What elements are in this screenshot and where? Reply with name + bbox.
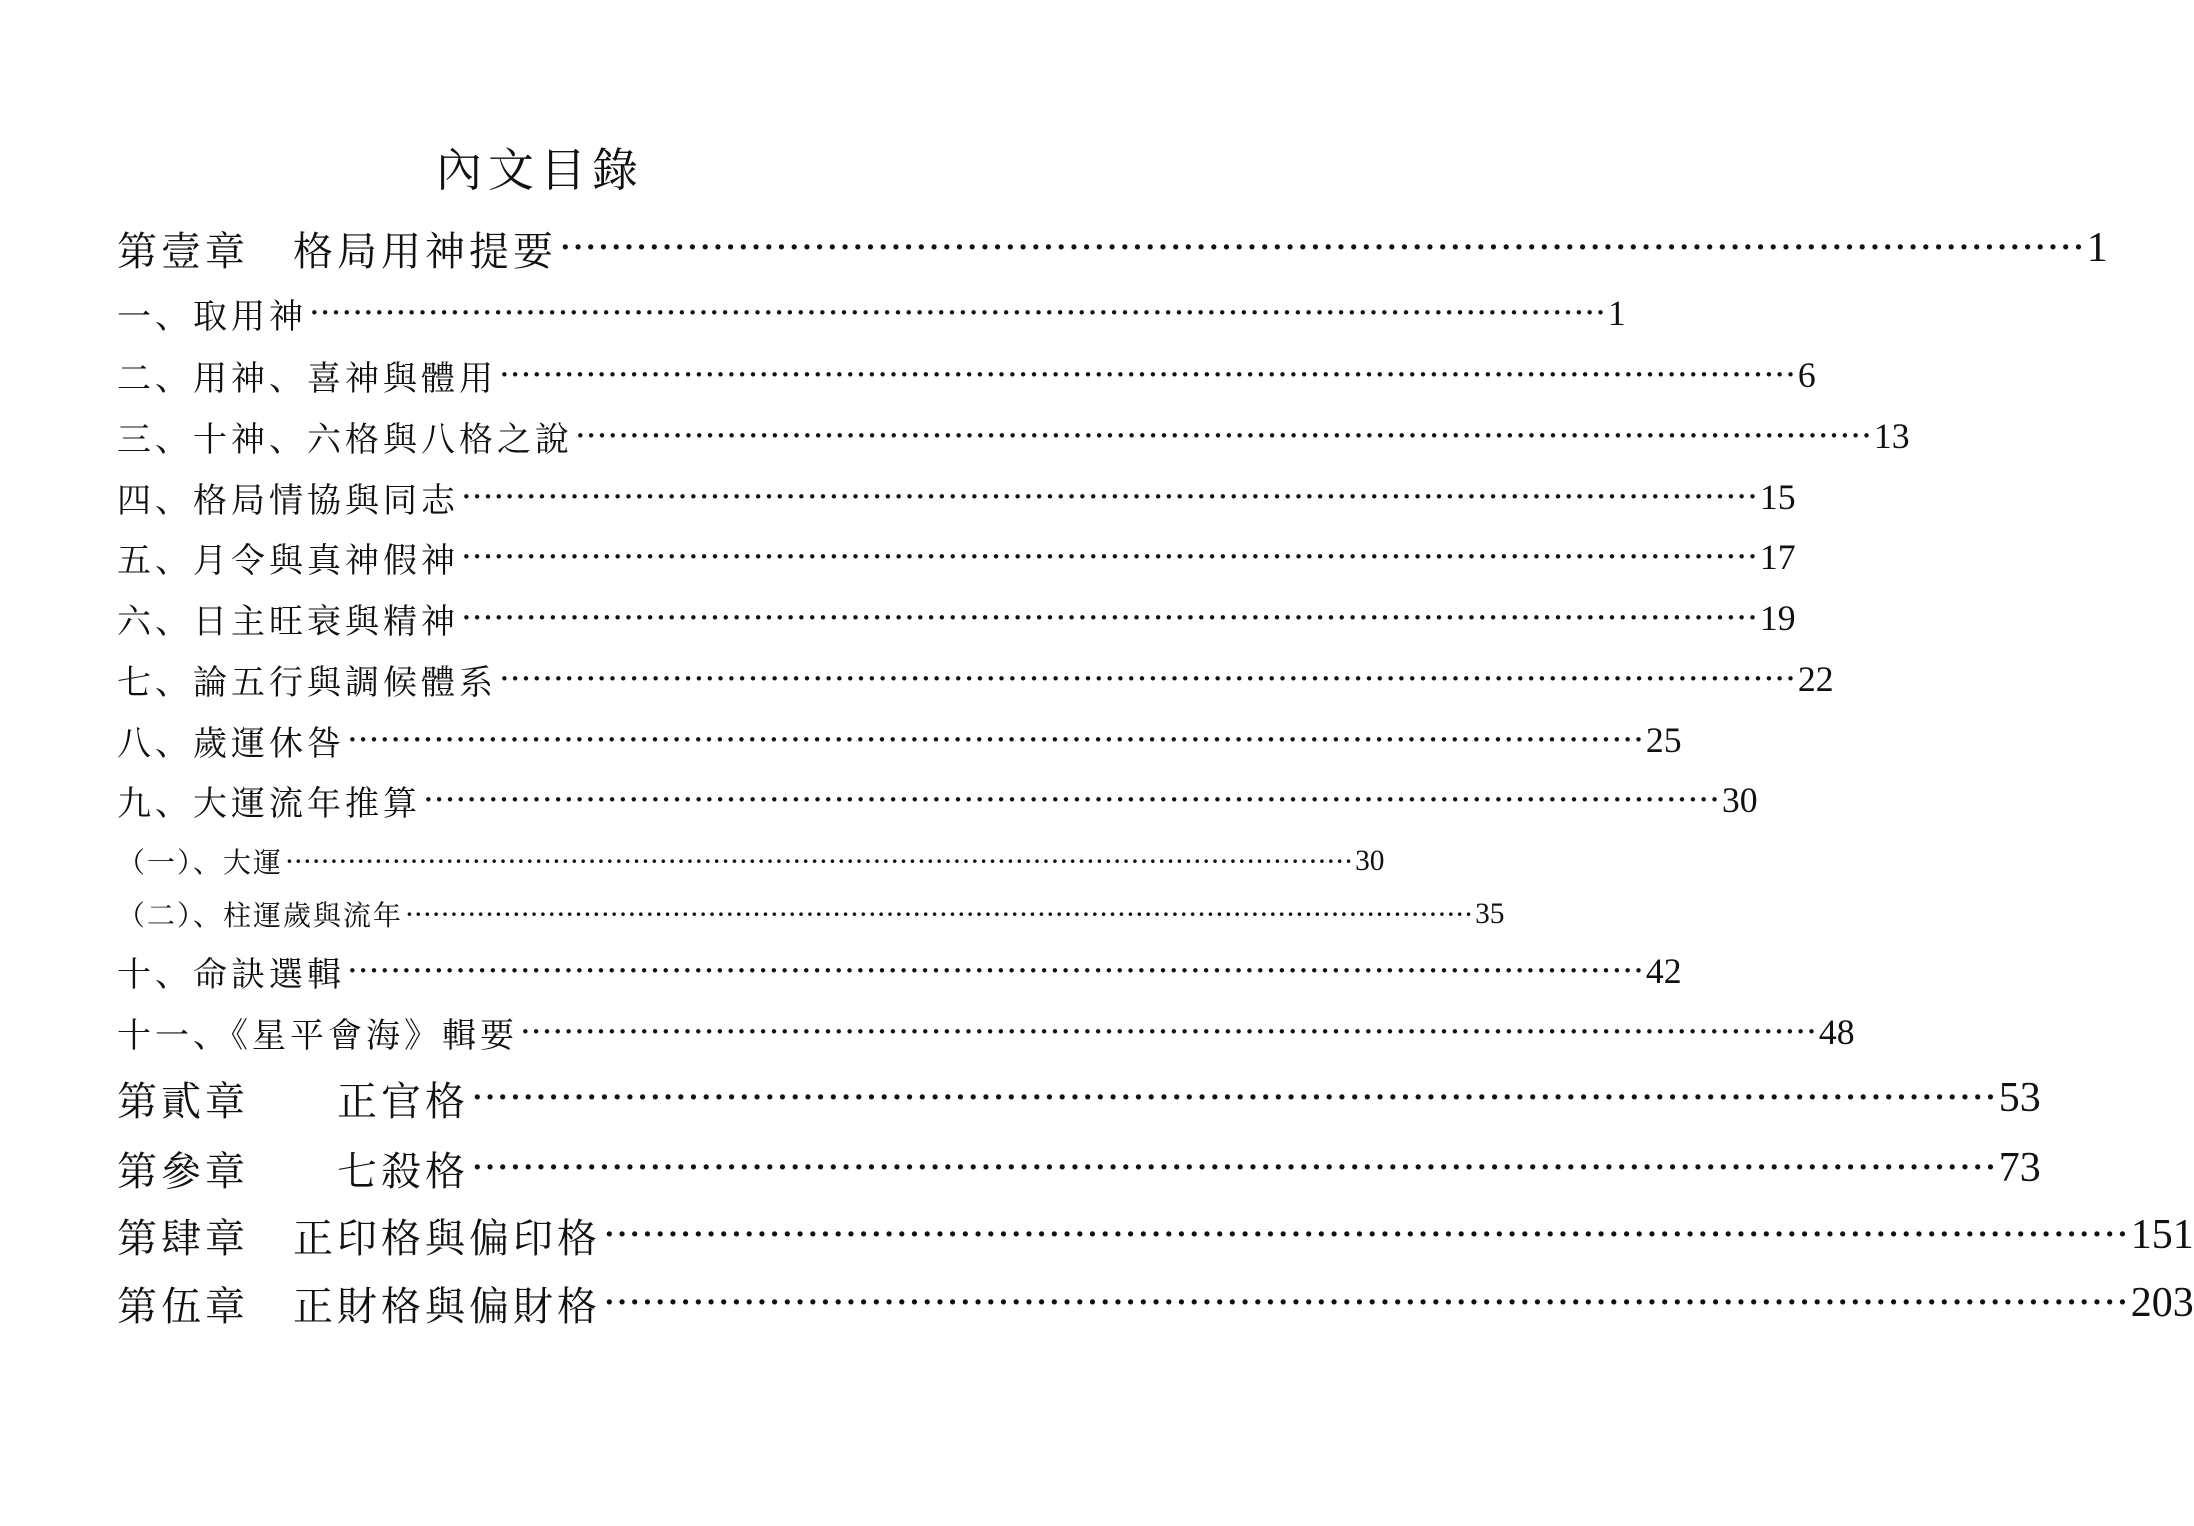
page-number: 35 [1475, 897, 1505, 930]
toc-chapter-entry [117, 1205, 2194, 1265]
toc-section-entry [117, 592, 1796, 644]
page-number: 73 [1998, 1145, 2041, 1191]
entry-label: 三、十神、六格與八格之說 [117, 419, 573, 460]
page-number: 151 [2130, 1212, 2194, 1258]
table-of-contents [117, 0, 2194, 1526]
page-number: 30 [1721, 780, 1758, 820]
dot-leader: ························································································································ [559, 225, 2085, 271]
page-number: 1 [1607, 293, 1626, 333]
dot-leader: ························································································································ [471, 1145, 1997, 1191]
page-number: 6 [1797, 355, 1816, 395]
page-number: 17 [1759, 537, 1796, 577]
dot-leader: ························································································································ [520, 1012, 1817, 1052]
dot-leader: ························································································································ [461, 598, 1758, 638]
entry-label: 第參章 七殺格 [117, 1148, 469, 1195]
entry-label: 八、歲運休咎 [117, 723, 345, 764]
dot-leader: ························································································································ [405, 897, 1474, 931]
dot-leader: ························································································································ [603, 1212, 2129, 1258]
toc-section-entry [117, 653, 1834, 705]
entry-label: 第伍章 正財格與偏財格 [117, 1283, 601, 1330]
dot-leader: ························································································································ [461, 537, 1758, 577]
page-number: 25 [1645, 720, 1682, 760]
entry-label: 二、用神、喜神與體用 [117, 358, 497, 399]
dot-leader: ························································································································ [347, 951, 1644, 991]
toc-chapter-entry [117, 1068, 2041, 1128]
entry-label: 十、命訣選輯 [117, 954, 345, 995]
page-number: 30 [1355, 844, 1385, 877]
toc-section-entry [117, 1006, 1855, 1058]
toc-chapter-entry [117, 1273, 2194, 1333]
toc-section-entry [117, 349, 1816, 401]
page-number: 22 [1797, 659, 1834, 699]
dot-leader: ························································································································ [499, 659, 1796, 699]
entry-label: （一）、大運 [117, 846, 284, 879]
dot-leader: ························································································································ [309, 293, 1606, 333]
entry-label: 六、日主旺衰與精神 [117, 601, 459, 642]
dot-leader: ························································································································ [285, 844, 1354, 878]
dot-leader: ························································································································ [575, 416, 1872, 456]
dot-leader: ························································································································ [471, 1075, 1997, 1121]
entry-label: 四、格局情協與同志 [117, 480, 459, 521]
entry-label: 十一、《星平會海》輯要 [117, 1015, 518, 1056]
page-number: 19 [1759, 598, 1796, 638]
dot-leader: ························································································································ [347, 720, 1644, 760]
toc-section-entry [117, 410, 1910, 462]
entry-label: 七、論五行與調候體系 [117, 662, 497, 703]
toc-section-entry [117, 287, 1626, 339]
page-number: 15 [1759, 477, 1796, 517]
page-number: 13 [1873, 416, 1910, 456]
toc-section-entry [117, 531, 1796, 583]
entry-label: 五、月令與真神假神 [117, 540, 459, 581]
entry-label: 第貳章 正官格 [117, 1078, 469, 1125]
toc-section-entry [117, 471, 1796, 523]
dot-leader: ························································································································ [499, 355, 1796, 395]
page-number: 42 [1645, 951, 1682, 991]
toc-chapter-entry [117, 1138, 2041, 1198]
dot-leader: ························································································································ [423, 780, 1720, 820]
toc-section-entry [117, 714, 1682, 766]
toc-subsection-entry [117, 839, 1385, 883]
page-number: 1 [2086, 225, 2108, 271]
page-number: 48 [1818, 1012, 1855, 1052]
page-number: 203 [2130, 1280, 2194, 1326]
toc-section-entry [117, 774, 1758, 826]
toc-chapter-entry [117, 218, 2108, 278]
page-title: 內文目錄 [436, 143, 644, 197]
entry-label: 第肆章 正印格與偏印格 [117, 1215, 601, 1262]
dot-leader: ························································································································ [603, 1280, 2129, 1326]
toc-subsection-entry [117, 892, 1505, 936]
toc-section-entry [117, 945, 1682, 997]
entry-label: 第壹章 格局用神提要 [117, 228, 557, 275]
entry-label: 九、大運流年推算 [117, 783, 421, 824]
entry-label: （二）、柱運歲與流年 [117, 899, 404, 932]
dot-leader: ························································································································ [461, 477, 1758, 517]
page-number: 53 [1998, 1075, 2041, 1121]
entry-label: 一、取用神 [117, 296, 307, 337]
